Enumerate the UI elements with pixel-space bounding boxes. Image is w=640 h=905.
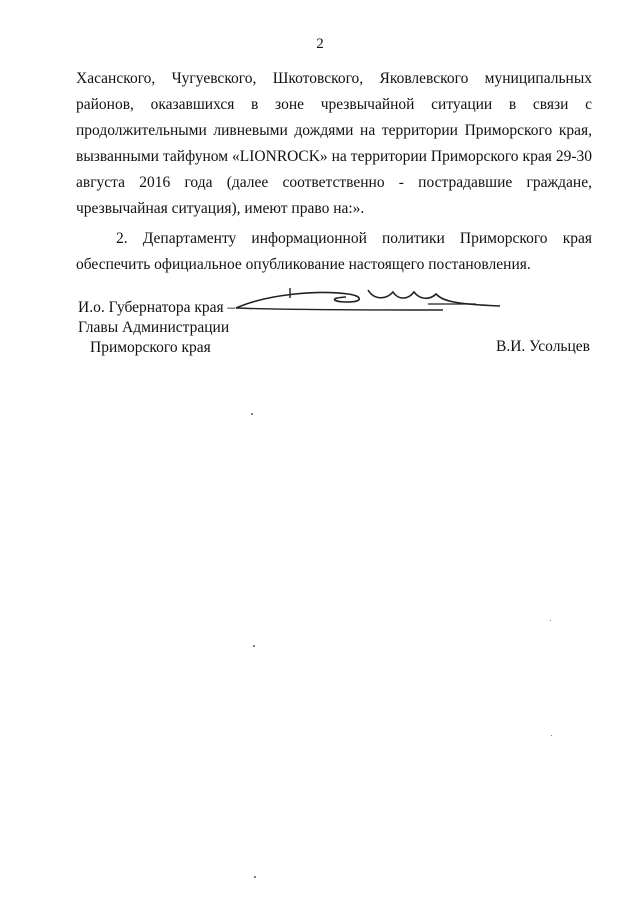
signatory-title — [78, 298, 235, 358]
handwritten-signature — [228, 280, 508, 330]
signatory-title-line2: Главы Администрации — [78, 319, 230, 336]
scan-speck — [550, 620, 551, 621]
signatory-title-line3: Приморского края — [90, 339, 211, 356]
scan-speck — [254, 876, 256, 878]
page-number: 2 — [316, 36, 324, 52]
document-body — [76, 66, 592, 278]
paragraph-continuation: Хасанского, Чугуевского, Шкотовского, Яковлевского муниципальных районов, оказавшихся в зоне чрезвычайной ситуации в связи с продолжительными ливневыми дождями на территории Приморского края, вызванными тайфуном «LIONROCK» на территории Приморского края 29-30 августа 2016 года (далее соответственно - пострадавшие граждане, чрезвычайная ситуация), имеют право на:». — [76, 70, 592, 217]
signatory-title-line1: И.о. Губернатора края – — [78, 299, 236, 316]
scan-speck — [551, 735, 552, 736]
paragraph-department-publication: 2. Департаменту информационной политики Приморского края обеспечить официальное опубликование настоящего постановления. — [76, 230, 592, 273]
scan-speck — [251, 413, 253, 415]
signatory-name: В.И. Усольцев — [496, 338, 590, 355]
scan-speck — [253, 645, 255, 647]
